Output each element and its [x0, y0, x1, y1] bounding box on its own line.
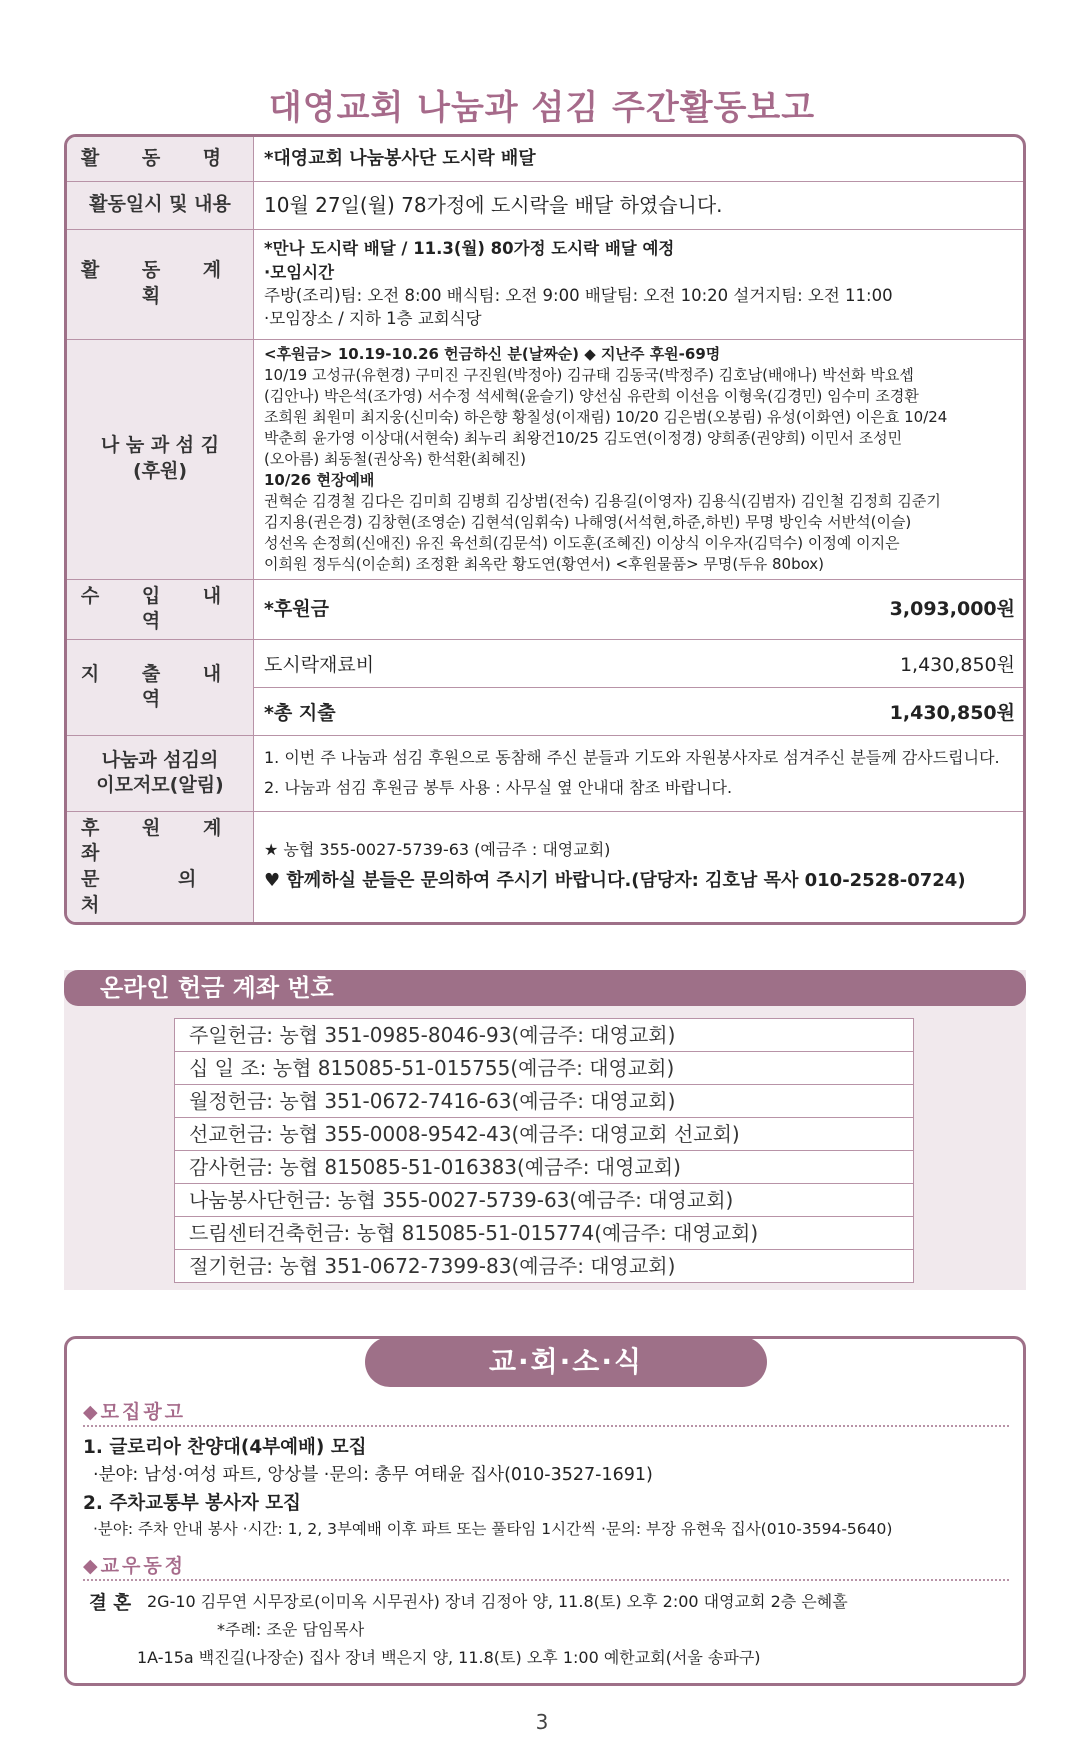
- datetime-value: 10월 27일(월) 78가정에 도시락을 배달 하였습니다.: [254, 181, 1024, 229]
- account-value: [254, 811, 1024, 922]
- notice-label: [67, 735, 254, 811]
- notice-value: [254, 735, 1024, 811]
- wedding-entry: 2G-10 김무연 시무장로(이미옥 시무권사) 장녀 김정아 양, 11.8(토) 오후 2:00 대영교회 2층 은혜홀: [147, 1592, 848, 1611]
- online-offering-heading: 온라인 헌금 계좌 번호: [64, 970, 1026, 1006]
- sharing-label: [67, 339, 254, 579]
- plan-line: 주방(조리)팀: 오전 8:00 배식팀: 오전 9:00 배달팀: 오전 10:20 설거지팀: 오전 11:00: [264, 286, 893, 305]
- datetime-label: 활동일시 및 내용: [67, 181, 254, 229]
- sharing-label-line: 나 눔 과 섬 김: [100, 434, 220, 457]
- recruit-item-detail: ·분야: 남성·여성 파트, 앙상블 ·문의: 총무 여태윤 집사(010-3527-1691): [93, 1465, 653, 1485]
- sharing-line: 권혁순 김경철 김다은 김미희 김병희 김상범(전숙) 김용길(이영자) 김용식(김범자) 김인철 김정희 김준기: [264, 491, 941, 510]
- account-label: [67, 811, 254, 922]
- account-row: 주일헌금: 농협 351-0985-8046-93(예금주: 대영교회): [175, 1019, 913, 1052]
- sharing-line: 박춘희 윤가영 이상대(서현숙) 최누리 최왕건10/25 김도연(이정경) 양희종(권양희) 이민서 조성민: [264, 428, 903, 447]
- activity-report-table: [64, 134, 1026, 925]
- activity-name-label: 활 동 명: [67, 137, 254, 181]
- sharing-line: 조희원 최원미 최지웅(신미숙) 하은향 황칠성(이재림) 10/20 김은범(오봉림) 유성(이화연) 이은효 10/24: [264, 407, 948, 426]
- sharing-label-line: (후원): [132, 460, 188, 482]
- notice-label-line: 나눔과 섬김의: [101, 748, 219, 771]
- expense-item: 도시락재료비: [264, 653, 375, 676]
- account-label-line: 후 원 계 좌: [81, 816, 240, 865]
- contact-line: ♥ 함께하실 분들은 문의하여 주시기 바랍니다.(담당자: 김호남 목사 010-2528-0724): [264, 870, 966, 892]
- wedding-note: *주례: 조운 담임목사: [217, 1620, 365, 1639]
- member-news-heading: ◆교우동정: [83, 1555, 187, 1577]
- plan-line: ·모임장소 / 지하 1층 교회식당: [264, 309, 482, 329]
- sharing-line: 10/26 현장예배: [264, 470, 375, 489]
- expense-total-item: *총 지출: [264, 701, 336, 724]
- notice-line: 2. 나눔과 섬김 후원금 봉투 사용 : 사무실 옆 안내대 참조 바랍니다.: [264, 778, 733, 798]
- sharing-line: 김지용(권은경) 김창현(조영순) 김현석(임휘숙) 나해영(서석현,하준,하빈) 무명 방인숙 서반석(이슬): [264, 512, 912, 531]
- dotted-divider: [83, 1425, 1009, 1427]
- church-news-section: [64, 1336, 1026, 1686]
- plan-line: *만나 도시락 배달 / 11.3(월) 80가정 도시락 배달 예정: [264, 239, 675, 259]
- income-value: [254, 579, 1024, 639]
- account-row: 절기헌금: 농협 351-0672-7399-83(예금주: 대영교회): [189, 1254, 676, 1278]
- notice-label-line: 이모저모(알림): [96, 774, 224, 797]
- church-news-heading: 교·회·소·식: [365, 1337, 767, 1387]
- sharing-line: (오아름) 최동철(권상옥) 한석환(최혜진): [264, 449, 526, 468]
- sharing-line: 10/19 고성규(유현경) 구미진 구진원(박정아) 김규태 김동국(박정주) 김호남(배애나) 박선화 박요셉: [264, 365, 914, 384]
- account-row: 나눔봉사단헌금: 농협 355-0027-5739-63(예금주: 대영교회): [175, 1184, 913, 1217]
- income-item: *후원금: [264, 597, 329, 620]
- notice-line: 1. 이번 주 나눔과 섬김 후원으로 동참해 주신 분들과 기도와 자원봉사자로 섬겨주신 분들께 감사드립니다.: [264, 747, 1000, 767]
- plan-line: ·모임시간: [264, 262, 335, 282]
- recruit-item-title: 2. 주차교통부 봉사자 모집: [83, 1493, 301, 1514]
- online-offering-section: [64, 970, 1026, 1290]
- activity-name-value: *대영교회 나눔봉사단 도시락 배달: [254, 137, 1024, 181]
- plan-value: [254, 229, 1024, 339]
- account-label-line: 문 의 처: [81, 868, 233, 916]
- recruit-heading: ◆모집광고: [83, 1401, 187, 1423]
- income-label: 수 입 내 역: [67, 579, 254, 639]
- account-row: 선교헌금: 농협 355-0008-9542-43(예금주: 대영교회 선교회): [175, 1118, 913, 1151]
- sharing-value: [254, 339, 1024, 579]
- wedding-label: 결 혼: [89, 1593, 132, 1614]
- page-title: 대영교회 나눔과 섬김 주간활동보고: [268, 88, 816, 128]
- plan-label: 활 동 계 획: [67, 229, 254, 339]
- expense-total-amount: 1,430,850원: [889, 701, 1015, 724]
- account-row: 십 일 조: 농협 815085-51-015755(예금주: 대영교회): [175, 1052, 913, 1085]
- wedding-entry: 1A-15a 백진길(나장순) 집사 장녀 백은지 양, 11.8(토) 오후 1:00 예한교회(서울 송파구): [137, 1648, 761, 1667]
- expense-amount: 1,430,850원: [899, 653, 1015, 676]
- expense-value: [254, 639, 1024, 735]
- sharing-line: (김안나) 박은석(조가영) 서수정 석세혁(윤슬기) 양선심 유란희 이선음 이형욱(김경민) 임수미 조경환: [264, 386, 919, 405]
- account-row: 월정헌금: 농협 351-0672-7416-63(예금주: 대영교회): [175, 1085, 913, 1118]
- recruit-item-title: 1. 글로리아 찬양대(4부예배) 모집: [83, 1437, 367, 1458]
- sharing-line: 성선옥 손정희(신애진) 유진 육선희(김문석) 이도훈(조혜진) 이상식 이우자(김덕수) 이정예 이지은: [264, 533, 900, 552]
- page-number: 3: [535, 1710, 549, 1734]
- account-list: [174, 1018, 914, 1283]
- sharing-line: <후원금> 10.19-10.26 헌금하신 분(날짜순) ◆ 지난주 후원-69명: [264, 344, 721, 363]
- account-line: ★ 농협 355-0027-5739-63 (예금주 : 대영교회): [264, 840, 611, 860]
- sharing-line: 이희원 정두식(이순희) 조정환 최옥란 황도연(황연서) <후원물품> 무명(두유 80box): [264, 554, 825, 573]
- recruit-item-detail: ·분야: 주차 안내 봉사 ·시간: 1, 2, 3부예배 이후 파트 또는 풀타임 1시간씩 ·문의: 부장 유현욱 집사(010-3594-5640): [93, 1520, 893, 1538]
- account-row: 드림센터건축헌금: 농협 815085-51-015774(예금주: 대영교회): [175, 1217, 913, 1250]
- income-amount: 3,093,000원: [889, 597, 1015, 620]
- expense-label: 지 출 내 역: [67, 639, 254, 735]
- account-row: 감사헌금: 농협 815085-51-016383(예금주: 대영교회): [175, 1151, 913, 1184]
- dotted-divider: [83, 1579, 1009, 1581]
